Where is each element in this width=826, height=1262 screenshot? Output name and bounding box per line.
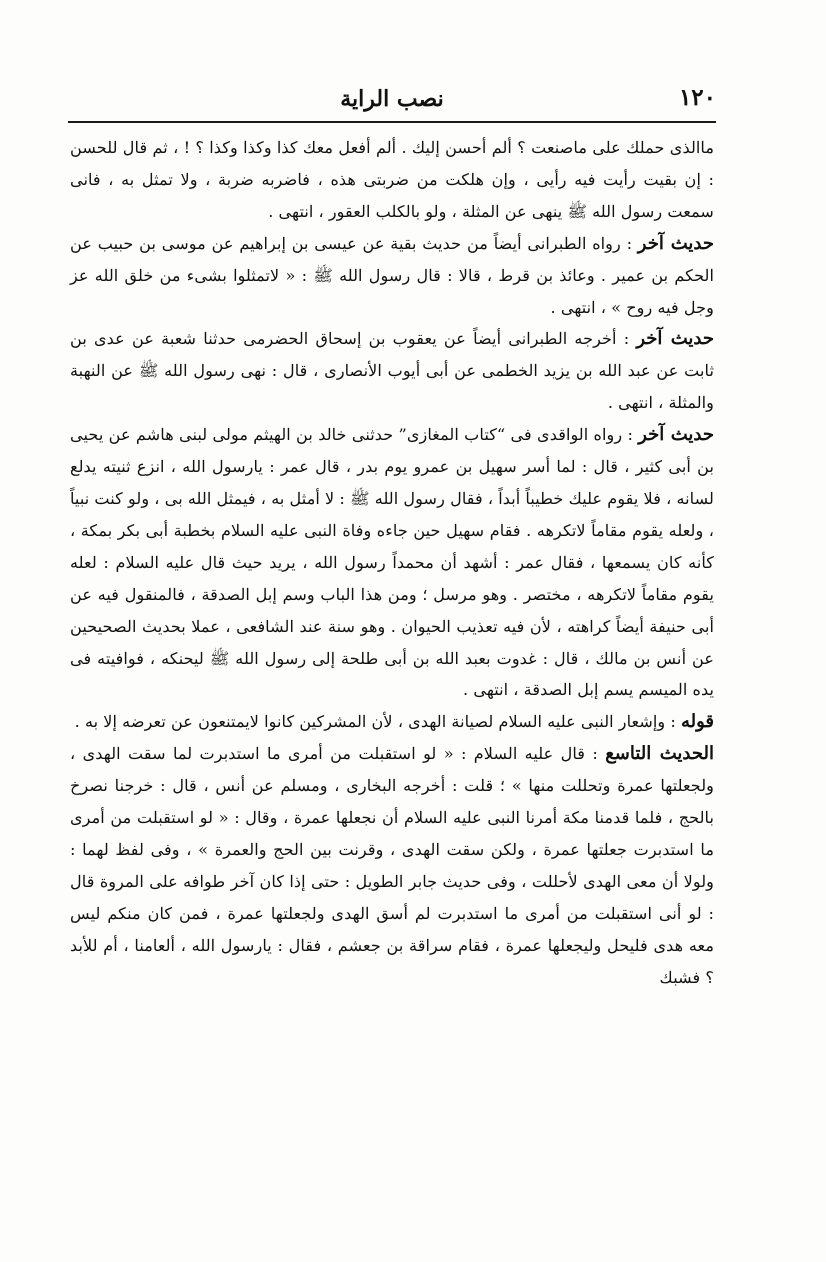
paragraph-3 bbox=[70, 323, 714, 419]
paragraph-lead: حديث آخر bbox=[638, 424, 714, 446]
paragraph-text: ماالذى حملك على ماصنعت ؟ ألم أحسن إليك . ألم أفعل معك كذا وكذا وكذا ؟ ! ، ثم قال للحسن : إن بقيت رأيت فيه رأيى ، وإن هلكت من ضربتى هذه ، فاضربه ضربة ، ولا تمثل به ، فانى سمعت رسول الله ﷺ ينهى عن المثلة ، ولو بالكلب العقور ، انتهى . bbox=[70, 138, 714, 221]
paragraph-6 bbox=[70, 738, 714, 993]
paragraph-text: : أخرجه الطبرانى أيضاً عن يعقوب بن إسحاق الحضرمى حدثنا شعبة عن عدى بن ثابت عن عبد الله بن يزيد الخطمى عن أبى أيوب الأنصارى ، قال : نهى رسول الله ﷺ عن النهبة والمثلة ، انتهى . bbox=[70, 329, 714, 413]
paragraph-lead: حديث آخر bbox=[636, 328, 714, 350]
paragraph-4 bbox=[70, 419, 714, 706]
paragraph-lead: قوله bbox=[680, 711, 714, 733]
paragraph-text: : رواه الواقدى فى “كتاب المغازى” حدثنى خالد بن الهيثم مولى لبنى هاشم عن يحيى بن أبى كثير ، قال : لما أسر سهيل بن عمرو يوم بدر ، قال عمر : يارسول الله ، انزع ثنيته يدلع لسانه ، فلا يقوم عليك خطيباً أبداً ، فقال رسول الله ﷺ : لا أمثل به ، فيمثل الله بى ، ولو كنت نبياً ، ولعله يقوم مقاماً لاتكرهه . فقام سهيل حين جاءه وفاة النبى عليه السلام بخطبة أبى بكر بمكة ، كأنه كان يسمعها ، فقال عمر : أشهد أن محمداً رسول الله ، يريد حيث قال عليه السلام : لعله يقوم مقاماً لاتكرهه ، مختصر . وهو مرسل ؛ ومن هذا الباب وسم إبل الصدقة ، فالمنقول فيه عن أبى حنيفة أيضاً كراهته ، لأن فيه تعذيب الحيوان . وهو سنة عند الشافعى ، عملا بحديث الصحيحين عن أنس بن مالك ، قال : غدوت بعبد الله بن أبى طلحة إلى رسول الله ﷺ ليحنكه ، فوافيته فى يده الميسم يسم إبل الصدقة ، انتهى . bbox=[70, 425, 714, 700]
paragraph-text: : رواه الطبرانى أيضاً من حديث بقية عن عيسى بن إبراهيم عن موسى بن حبيب عن الحكم بن عمير . وعائذ بن قرط ، قالا : قال رسول الله ﷺ : « لاتمثلوا بشىء من خلق الله عز وجل فيه روح » ، انتهى . bbox=[70, 233, 714, 317]
paragraph-text: : وإشعار النبى عليه السلام لصيانة الهدى ، لأن المشركين كانوا لايمتنعون عن تعرضه إلا به . bbox=[74, 712, 681, 732]
header-rule bbox=[68, 121, 716, 123]
running-title: نصب الراية bbox=[340, 86, 444, 112]
body-text bbox=[70, 132, 714, 993]
paragraph-1 bbox=[70, 132, 714, 228]
page-header bbox=[68, 84, 716, 118]
paragraph-2 bbox=[70, 228, 714, 324]
paragraph-lead: حديث آخر bbox=[637, 232, 714, 254]
page-number: ١٢٠ bbox=[678, 84, 716, 111]
paragraph-text: : قال عليه السلام : « لو استقبلت من أمرى ما استدبرت لما سقت الهدى ، ولجعلتها عمرة وتحللت منها » ؛ قلت : أخرجه البخارى ، ومسلم عن أنس ، قال : خرجنا نصرخ بالحج ، فلما قدمنا مكة أمرنا النبى عليه السلام أن نجعلها عمرة ، وقال : « لو استقبلت من أمرى ما استدبرت جعلتها عمرة ، ولكن سقت الهدى ، وقرنت بين الحج والعمرة » ، وفى لفظ لهما : ولولا أن معى الهدى لأحللت ، وفى حديث جابر الطويل : حتى إذا كان آخر طوافه على المروة قال : لو أنى استقبلت من أمرى ما استدبرت لم أسق الهدى ولجعلتها عمرة ، فمن كان منكم ليس معه هدى فليحل وليجعلها عمرة ، فقام سراقة بن جعشم ، فقال : يارسول الله ، ألعامنا ، أم للأبد ؟ فشبك bbox=[70, 744, 714, 987]
paragraph-lead: الحديث التاسع bbox=[605, 743, 714, 765]
paragraph-5 bbox=[70, 706, 714, 738]
